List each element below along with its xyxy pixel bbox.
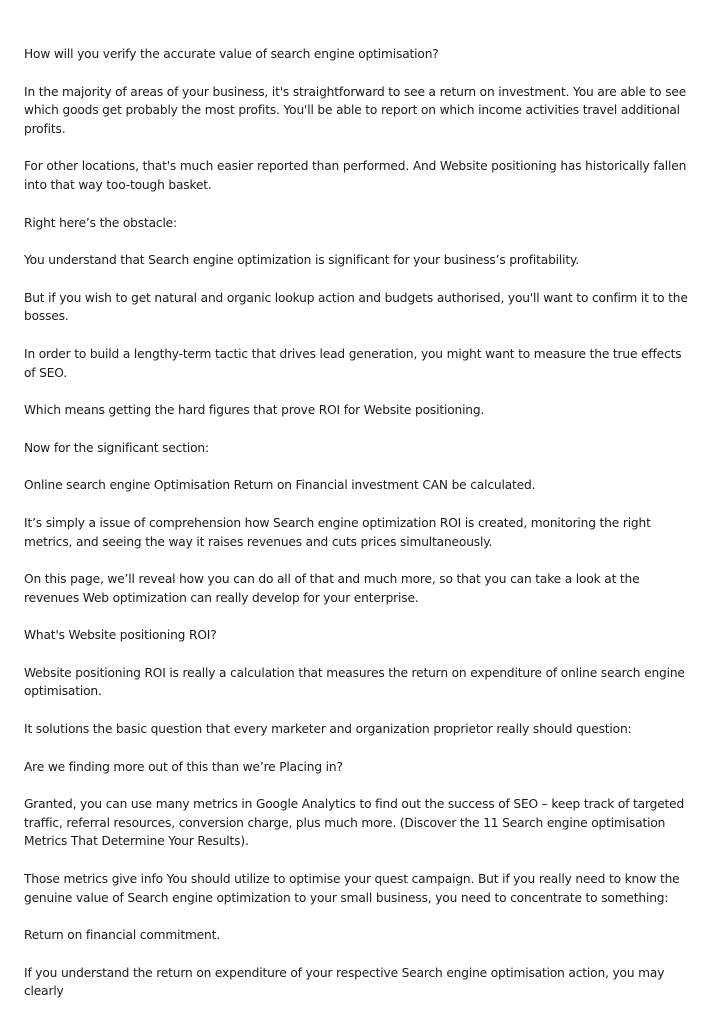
- paragraph: Those metrics give info You should utilize to optimise your quest campaign. But if you really need to know the genuine value of Search engine optimization to your small business, you need to concentrate to something:: [24, 872, 680, 905]
- paragraph: On this page, we’ll reveal how you can do all of that and much more, so that you can take a look at the revenues Web optimization can really develop for your enterprise.: [24, 572, 640, 605]
- paragraph: If you understand the return on expenditure of your respective Search engine optimisation action, you may clearly: [24, 965, 665, 999]
- paragraph: It’s simply a issue of comprehension how Search engine optimization ROI is created, monitoring the right metrics, and seeing the way it raises revenues and cuts prices simultaneously.: [24, 515, 651, 549]
- paragraph: Which means getting the hard figures that prove ROI for Website positioning.: [24, 403, 485, 418]
- paragraph: You understand that Search engine optimization is significant for your business’s profitability.: [24, 253, 580, 268]
- paragraph: What's Website positioning ROI?: [24, 628, 217, 643]
- paragraph: Now for the significant section:: [24, 440, 209, 455]
- paragraph: How will you verify the accurate value of search engine optimisation?: [24, 47, 439, 61]
- paragraph: Are we finding more out of this than we’re Placing in?: [24, 759, 343, 774]
- paragraph: It solutions the basic question that every marketer and organization proprietor really should question:: [24, 722, 632, 737]
- paragraph: Granted, you can use many metrics in Google Analytics to find out the success of SEO – keep track of targeted traffic, referral resources, conversion charge, plus much more. (Discover the 11 Search engine optimisation Metrics That Determine Your Results).: [24, 797, 685, 849]
- paragraph: Website positioning ROI is really a calculation that measures the return on expenditure of online search engine optimisation.: [24, 665, 685, 699]
- paragraph: In order to build a lengthy-term tactic that drives lead generation, you might want to measure the true effects of SEO.: [24, 346, 682, 380]
- article-body: [24, 45, 696, 1020]
- paragraph: But if you wish to get natural and organic lookup action and budgets authorised, you'll want to confirm it to the bosses.: [24, 290, 688, 324]
- paragraph: Right here’s the obstacle:: [24, 215, 177, 230]
- paragraph: Return on financial commitment.: [24, 928, 220, 943]
- paragraph: For other locations, that's much easier reported than performed. And Website positioning has historically fallen into that way too-tough basket.: [24, 159, 687, 192]
- paragraph: In the majority of areas of your business, it's straightforward to see a return on investment. You are able to see which goods get probably the most profits. You'll be able to report on which income activities travel additional profits.: [24, 84, 687, 136]
- paragraph: Online search engine Optimisation Return on Financial investment CAN be calculated.: [24, 478, 536, 493]
